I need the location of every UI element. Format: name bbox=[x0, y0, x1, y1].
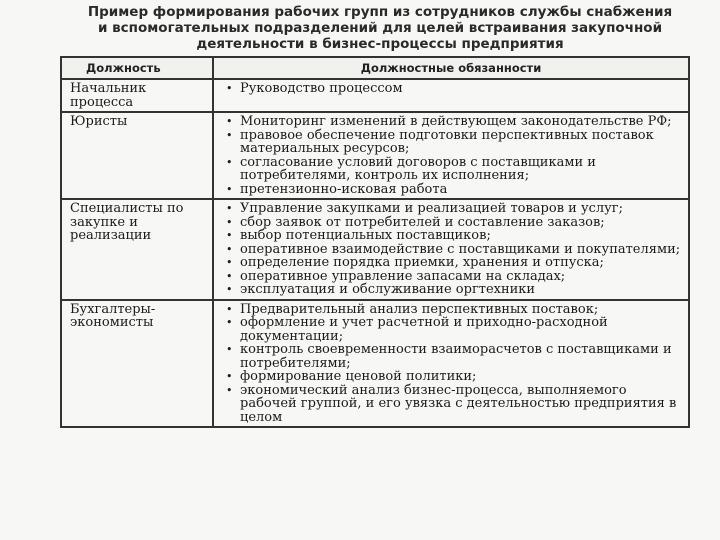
duties-list bbox=[224, 303, 682, 425]
duties-cell bbox=[213, 199, 689, 300]
table-row bbox=[61, 79, 689, 112]
duty-item: • Руководство процессом bbox=[224, 82, 682, 96]
column-header-role: Должность bbox=[61, 57, 213, 79]
duty-item: • контроль своевременности взаиморасчетов с поставщиками и потребителями; bbox=[224, 343, 682, 370]
column-header-duties: Должностные обязанности bbox=[213, 57, 689, 79]
duties-cell bbox=[213, 79, 689, 112]
role-label: Бухгалтеры-экономисты bbox=[70, 301, 156, 330]
role-cell bbox=[61, 300, 213, 428]
duty-item: • Мониторинг изменений в действующем законодательстве РФ; bbox=[224, 115, 682, 129]
duty-item: • согласование условий договоров с поставщиками и потребителями, контроль их исполнения; bbox=[224, 156, 682, 183]
duty-item: • выбор потенциальных поставщиков; bbox=[224, 229, 682, 243]
duty-item: • оформление и учет расчетной и приходно-расходной документации; bbox=[224, 316, 682, 343]
role-cell bbox=[61, 199, 213, 300]
role-label: Юристы bbox=[70, 114, 128, 129]
duty-item: • сбор заявок от потребителей и составление заказов; bbox=[224, 216, 682, 230]
duties-list bbox=[224, 115, 682, 196]
role-label: Начальник процесса bbox=[70, 81, 147, 110]
title-line: и вспомогательных подразделений для целей встраивания закупочной bbox=[97, 20, 663, 36]
role-cell bbox=[61, 112, 213, 199]
duty-item: • правовое обеспечение подготовки перспективных поставок материальных ресурсов; bbox=[224, 129, 682, 156]
duties-cell bbox=[213, 112, 689, 199]
duty-item: • претензионно-исковая работа bbox=[224, 183, 682, 197]
duty-item: • определение порядка приемки, хранения и отпуска; bbox=[224, 256, 682, 270]
table-header-row bbox=[61, 57, 689, 79]
duty-item: • оперативное взаимодействие с поставщиками и покупателями; bbox=[224, 243, 682, 257]
table-row bbox=[61, 199, 689, 300]
duty-item: • оперативное управление запасами на складах; bbox=[224, 270, 682, 284]
duty-item: • экономический анализ бизнес-процесса, выполняемого рабочей группой, и его увязка с деятельностью предприятия в целом bbox=[224, 384, 682, 425]
role-cell bbox=[61, 79, 213, 112]
duty-item: • Предварительный анализ перспективных поставок; bbox=[224, 303, 682, 317]
duty-item: • Управление закупками и реализацией товаров и услуг; bbox=[224, 202, 682, 216]
title-line: Пример формирования рабочих групп из сотрудников службы снабжения bbox=[87, 4, 673, 20]
table-row bbox=[61, 112, 689, 199]
duties-cell bbox=[213, 300, 689, 428]
table-row bbox=[61, 300, 689, 428]
duties-list bbox=[224, 202, 682, 297]
title-line: деятельности в бизнес-процессы предприятия bbox=[196, 36, 564, 52]
document-title bbox=[70, 4, 690, 52]
duty-item: • формирование ценовой политики; bbox=[224, 370, 682, 384]
duties-table bbox=[60, 56, 690, 428]
duties-list bbox=[224, 82, 682, 96]
duty-item: • эксплуатация и обслуживание оргтехники bbox=[224, 283, 682, 297]
role-label: Специалисты по закупке и реализации bbox=[70, 201, 184, 243]
